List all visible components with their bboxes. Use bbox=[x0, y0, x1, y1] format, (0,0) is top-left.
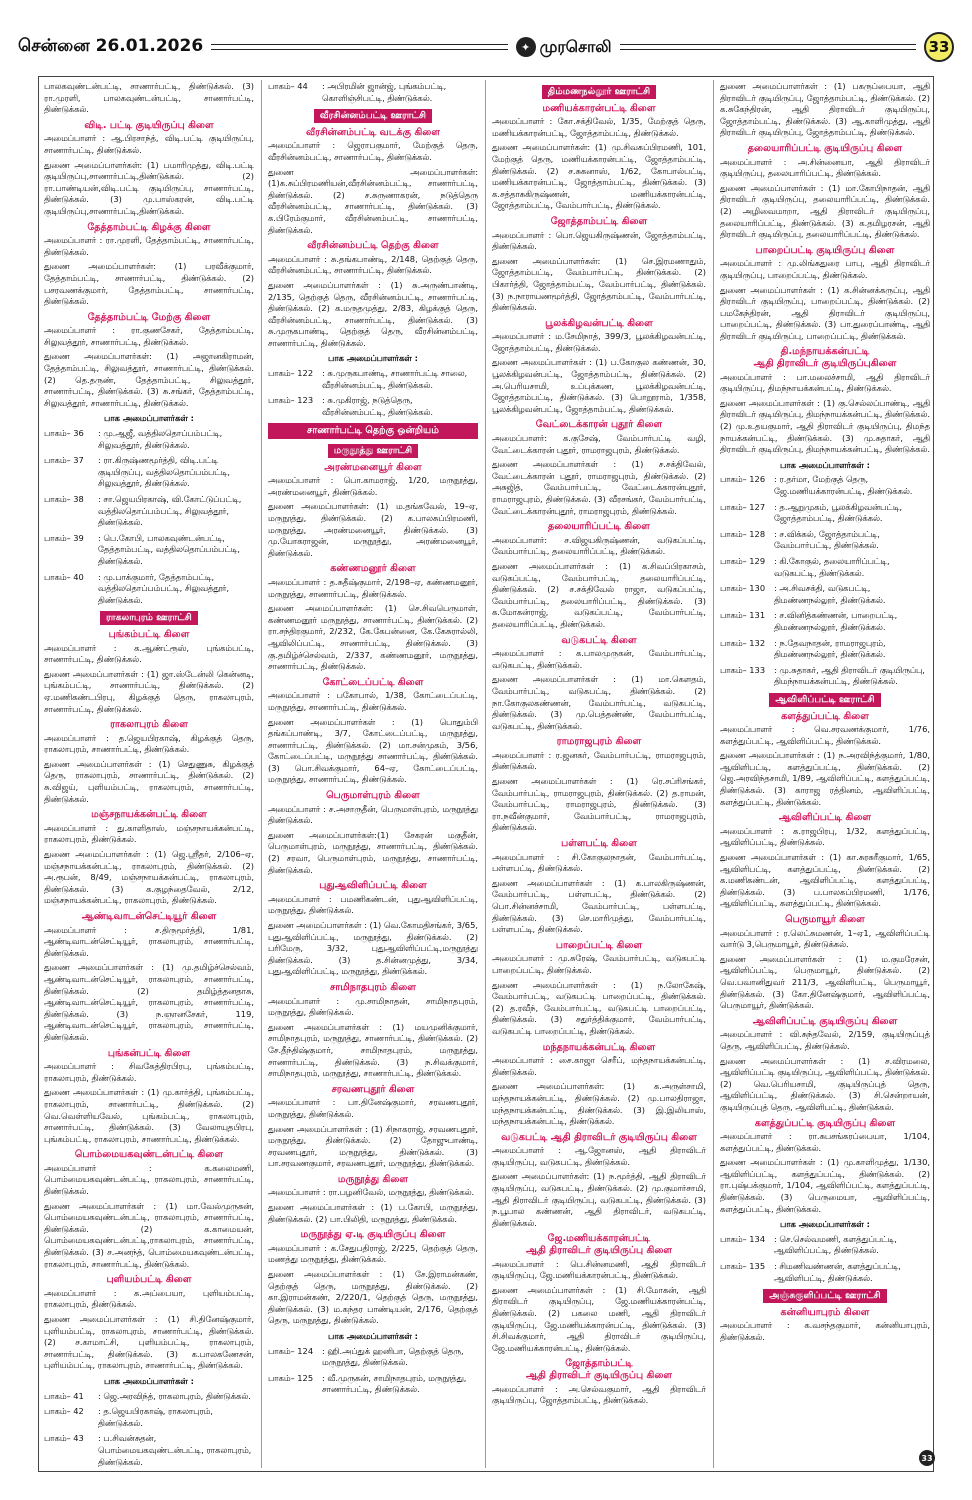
booth-organizer: : ந.தேவநாதன், ராமராஜபுரம், திமண்ணநல்லூர், திண்டுக்கல். bbox=[774, 637, 886, 660]
booth-organizer: : மு.பாக்குமார், தேத்தாம்பட்டி, வத்திலதொப்பம்பட்டி, சிலுவத்தூர், திண்டுக்கல். bbox=[98, 571, 230, 605]
column-2 bbox=[268, 80, 478, 1468]
branch-heading: வடுகபட்டி கிளை bbox=[561, 634, 637, 646]
booth-entry bbox=[44, 455, 254, 490]
organizer-entry: அமைப்பாளர் : சை.காஜா செரீப், மந்தநாயக்கன்பட்டி, திண்டுக்கல். bbox=[492, 1055, 706, 1077]
booth-entry bbox=[720, 665, 930, 688]
booth-entry bbox=[44, 1406, 254, 1429]
branch-heading: ஆண்டிவாடன்செட்டியூர் கிளை bbox=[81, 911, 217, 922]
edition-date: சென்னை 26.01.2026 bbox=[18, 36, 204, 56]
organizer-entry: அமைப்பாளர் : மு.சுரேஷ், வேம்பார்பட்டி, வடுகபட்டி பாறைப்பட்டி, திண்டுக்கல். bbox=[492, 953, 706, 975]
booth-organizer: : பெ.கோபி, பாலகவுண்டன்பட்டி, தேத்தாம்பட்டி, வத்திலதொப்பம்பட்டி, திண்டுக்கல். bbox=[98, 532, 241, 566]
booth-number: பாகம்– 44 bbox=[268, 81, 308, 91]
deputy-organizers-entry: துணை அமைப்பாளர்கள் : (1) க.சின்னக்கருப்பு, ஆதி திராவிடர் குடியிருப்பு, பாறைப்பட்டி, திண்டுக்கல். (2) பமகேந்திரன், ஆதி திராவிடர் குடியிருப்பு, பாறைப்பட்டி, திண்டுக்கல். (3) பா.துரைப்பாண்டி, ஆதி திராவிடர் குடியிருப்பு, பாறைப்பட்டி, திண்டுக்கல். bbox=[720, 284, 930, 341]
organizer-entry: அமைப்பாளர் : சி.கோகுலநாதன், வேம்பார்பட்டி, பள்ளபட்டி, திண்டுக்கல். bbox=[492, 851, 706, 874]
column-divider bbox=[261, 80, 262, 1468]
booth-organizer: : வீ.முருகன், சாமிநாதபுரம், மருநூத்து, சாணார்பட்டி, திண்டுக்கல். bbox=[322, 1372, 467, 1395]
branch-heading: தேத்தாம்பட்டி மேற்கு கிளை bbox=[87, 311, 211, 323]
booth-number: பாகம்– 133 bbox=[720, 664, 766, 675]
deputy-organizers-entry: துணை அமைப்பாளர்கள் : (1) சிநாகராஜ், சரவணபுதூர், மருநூத்து, திண்டுக்கல். (2) தோஜுபாண்டி, சரவணபுதூர், மருநூத்து, திண்டுக்கல். (3) பா.சரவணகுமார், சரவணபுதூர், மருநூத்து, திண்டுக்கல். bbox=[268, 1123, 478, 1169]
deputy-organizers-entry: துணை அமைப்பாளர்கள் : (1) மயமுனிக்குமார், சாமிநாதபுரம், மருநூத்து, சாணார்பட்டி, திண்டுக்கல். (2) சே.தீந்திஷ்குமார், சாமிநாதபுரம், மருநூத்து, சாணார்பட்டி, திண்டுக்கல். (3) ந.சிவக்குமார், சாமிநாதபுரம், மருநூத்து, சாணார்பட்டி, திண்டுக்கல். bbox=[268, 1021, 478, 1079]
deputy-organizers-entry: துணை அமைப்பாளர்கள் : (1) ம.குமரேசன், ஆவிளிப்பட்டி, பெருமாயூர், திண்டுக்கல். (2) வெ.பவானிதுவர் 211/3, ஆவிளிபட்டி, பெருமாயூர், திண்டுக்கல். (3) கோ.தினேஷ்குமார், ஆவிளிப்பட்டி, பெருமாயூர், திண்டுக்கல். bbox=[720, 953, 930, 1011]
booth-organizer: : சு.முருகபாண்டி, சாணார்பட்டி சாலை, வீரசின்னம்பட்டி, திண்டுக்கல். bbox=[322, 368, 468, 390]
branch-heading: சாமிநாதபுரம் கிளை bbox=[330, 981, 416, 993]
booth-number: பாகம்– 38 bbox=[44, 494, 84, 504]
branch-heading: ஆவிளிப்பட்டி குடியிருப்பு கிளை bbox=[752, 1015, 898, 1027]
branch-heading bbox=[492, 1233, 706, 1256]
deputy-organizers-entry: துணை அமைப்பாளர்கள் : (1) சே.இராமன்கண், தெற்குத் தெரு, மருநூத்து, திண்டுக்கல். (2) கா.இராமன்கண், 2/220/1, தெற்குத் தெரு, மருநூத்து, திண்டுக்கல். (3) ம.கந்தர பாண்டியன், 2/176, தெற்குத் தெரு, மருநூத்து, திண்டுக்கல். bbox=[268, 1269, 478, 1326]
branch-heading-line: ஜோத்தாம்பட்டி bbox=[565, 1358, 633, 1370]
organizer-entry: அமைப்பாளர் : வி.சுந்தவேல், 2/159, குடியிருப்புத் தெரு, ஆவிளிப்பட்டி, திண்டுக்கல். bbox=[720, 1029, 930, 1051]
booth-entry bbox=[268, 368, 478, 391]
branch-heading: புளியம்பட்டி கிளை bbox=[106, 1274, 192, 1286]
deputy-organizers-entry: துணை அமைப்பாளர்கள் : (1) ந.அரவிந்த்குமார், 1/80, ஆவிளிபட்டி, களத்துப்பட்டி, திண்டுக்கல். (2) ஜெ.அரவிந்தசாமி, 1/89, ஆவிளிப்பட்டி, களத்துப்பட்டி, திண்டுக்கல். (3) காராஜ ரத்தினம், ஆவிளிப்பட்டி, களத்துப்பட்டி, திண்டுக்கல். bbox=[720, 750, 930, 807]
booth-organizer: : அபிரமின் ஜான்ஜ், புங்கம்பட்டி, கொளிஞ்சிபட்டி, திண்டுக்கல். bbox=[322, 81, 447, 103]
deputy-organizers-entry: துணை அமைப்பாளர்கள்: (1) செ.சிவபெருமாள், கண்ணமனூர் மருநூத்து, சாணார்பட்டி, திண்டுக்கல். (2) ரா.சந்திரகுமார், 2/232, கே.கேபன்னை, கே.கேசுரால்லி, ஆவிலிப்பட்டி, சாணார்பட்டி, திண்டுக்கல். (3) கு.தமிழ்ச்செல்வம், 2/337, கண்ணமனூர், மருநூத்து, சாணார்பட்டி, திண்டுக்கல். bbox=[268, 603, 478, 672]
branch-heading: மஞ்சநாயக்கன்பட்டி கிளை bbox=[91, 809, 207, 821]
branch-heading: பெருமாயூர் கிளை bbox=[785, 914, 865, 925]
deputy-organizers-entry: துணை அமைப்பாளர்கள்: (1) ம.தங்கவேல், 19–ஏ, மருநூத்து, திண்டுக்கல். (2) க.பாலசுப்பிரமணி, மருநூத்து, அரண்மனையூர், திண்டுக்கல். (3) மு.யோகராஜன், மருநூத்து, அரண்மனையூர், திண்டுக்கல். bbox=[268, 501, 478, 558]
paragraph: பாலகவுண்டன்பட்டி, சாணார்பட்டி, திண்டுக்கல். (3) ரா.முரளி, பாலகவுண்டன்பட்டி, சாணார்பட்டி, திண்டுக்கல். bbox=[44, 81, 254, 115]
organizer-entry: அமைப்பாளர் : த.ஜெயபிரகாஷ், கிழக்குத் தெரு, ராகலாபுரம், சாணார்பட்டி, திண்டுக்கல். bbox=[44, 732, 254, 755]
organizer-entry: அமைப்பாளர் : க.அப்பையா, புளியம்பட்டி, ராகலாபுரம், திண்டுக்கல். bbox=[44, 1287, 254, 1310]
branch-heading: ராமராஜபுரம் கிளை bbox=[556, 736, 642, 748]
booth-organizer: : அ.சிவசக்தி, வடுகபட்டி, திமண்ணநல்லூர், திண்டுக்கல். bbox=[774, 583, 886, 605]
column-divider bbox=[713, 80, 714, 1468]
branch-heading: தேத்தாம்பட்டி கிழக்கு கிளை bbox=[87, 221, 211, 233]
booth-organizers-heading: பாக அமைப்பாளர்கள் : bbox=[104, 413, 194, 424]
branch-heading: ராகலாபுரம் கிளை bbox=[110, 719, 188, 731]
organizer-entry: அமைப்பாளர் : து.காளிதாஸ், மஞ்சநாயக்கன்பட்டி, ராகலாபுரம், திண்டுக்கல். bbox=[44, 822, 254, 845]
booth-organizer: : த.ஆறுமுகம், பூலக்கிழவன்பட்டி, ஜோத்தாம்பட்டி, திண்டுக்கல். bbox=[774, 501, 903, 524]
branch-heading: வீரசின்னம்பட்டி தெற்கு கிளை bbox=[307, 240, 439, 252]
branch-heading: கோட்டைப்பட்டி கிளை bbox=[322, 676, 424, 688]
masthead-rule-right bbox=[620, 44, 916, 50]
branch-heading: ஆவிளிப்பட்டி கிளை bbox=[778, 812, 872, 824]
organizer-entry: அமைப்பாளர் : ர.லெட்சுமணன், 1–ஏ1, ஆவிளிப்பட்டி வார்டு 3,பெருமாயூர், திண்டுக்கல். bbox=[720, 927, 930, 950]
booth-number: பாகம்– 42 bbox=[44, 1406, 84, 1417]
organizer-entry: அமைப்பாளர் : க.சேதுபதிராஜ், 2/225, தெற்குத் தெரு, மணத்து மருநூத்து, திண்டுக்கல். bbox=[268, 1242, 478, 1265]
organizer-entry: அமைப்பாளர் : பொ.காமராஜ், 1/20, மருநூத்து, அரண்மனையூர், திண்டுக்கல். bbox=[268, 475, 478, 497]
deputy-organizers-entry: துணை அமைப்பாளர்கள் : (1) க.பாலகிருஷ்ணன், வேம்பார்பட்டி, பள்ளபட்டி, திண்டுக்கல். (2) பொ.சின்னச்சாமி, வேம்பார்பட்டி, பள்ளபட்டி, திண்டுக்கல். (3) செ.மாரிமுத்து, வேம்பார்பட்டி, பள்ளபட்டி, திண்டுக்கல். bbox=[492, 877, 706, 935]
branch-heading-line: ஜே.மணியக்காரன்பட்டி bbox=[547, 1233, 651, 1245]
booth-organizer: : கி.கோகுல், தலையாரிப்பட்டி, வடுகபட்டி, திண்டுக்கல். bbox=[774, 555, 890, 578]
masthead bbox=[18, 30, 954, 64]
deputy-organizers-entry: துணை அமைப்பாளர்கள்: (1) செ.இரமணாதும், ஜோத்தாம்பட்டி, வேம்பார்பட்டி, திண்டுக்கல். (2) பிகார்த்தி, ஜோத்தாம்பட்டி, வேம்பார்பட்டி, திண்டுக்கல். (3) ந.நாராயணமூர்த்தி, ஜோத்தாம்பட்டி, வேம்பார்பட்டி, திண்டுக்கல். bbox=[492, 255, 706, 313]
branch-heading bbox=[720, 346, 930, 369]
booth-organizer: : ஹி.அப்துக் ஹனிபா, தெற்குத் தெரு, மருநூத்து, திண்டுக்கல். bbox=[322, 1345, 464, 1368]
deputy-organizers-entry: துணை அமைப்பாளர்கள் : (1) சி.மோகன், ஆதி திராவிடர் குடியிருப்பு, ஜே.மணியக்காரன்பட்டி, திண்டுக்கல். (2) பகலை மணி, ஆதி திராவிடர் குடியிருப்பு, ஜே.மணியக்காரன்பட்டி, திண்டுக்கல். (3) சி.சிவக்குமார், ஆதி திராவிடர் குடியிருப்பு, ஜே.மணியக்காரன்பட்டி, திண்டுக்கல். bbox=[492, 1284, 706, 1353]
branch-heading: பள்ளபட்டி கிளை bbox=[561, 838, 637, 850]
booth-entry bbox=[44, 572, 254, 607]
booth-number: பாகம்– 126 bbox=[720, 474, 766, 485]
deputy-organizers-entry: துணை அமைப்பாளர்கள் : (1) மா.கௌதம், வேம்பார்பட்டி, வடுகபட்டி, திண்டுக்கல். (2) நா.கோகுலகண்ணன், வேம்பார்பட்டி, வடுகபட்டி, திண்டுக்கல். (3) மு.பெத்தண்ண், வேம்பார்பட்டி, வடுகபட்டி, திண்டுக்கல். bbox=[492, 674, 706, 731]
organizer-entry: அமைப்பாளர் : ஆ.ஜோனஸ், ஆதி திராவிடர் குடியிருப்பு, வடுகபட்டி, திண்டுக்கல். bbox=[492, 1145, 706, 1167]
deputy-organizers-entry: துணை அமைப்பாளர்கள்: (1) பமாரிமுத்து, விடி.பட்டி குடியிருப்பு,சாணார்பட்டி,திண்டுக்கல். (2) ரா.பாண்டியன்,விடி.பட்டி குடியிருப்பு, சாணார்பட்டி, திண்டுக்கல். (3) மு.பாஸ்கரன், விடி.பட்டி குடியிருப்பு,சாணார்பட்டி,திண்டுக்கல். bbox=[44, 159, 254, 216]
booth-organizer: : சா.ஜெயபிரகாஷ், வி.கோட்டுப்பட்டி, வத்திலதொப்பம்பட்டி, சிலுவத்தூர், திண்டுக்கல். bbox=[98, 494, 242, 528]
deputy-organizers-entry: துணை அமைப்பாளர்கள்: (1) ந.மூர்த்தி, ஆதி திராவிடர் குடியிருப்பு, வடுகபட்டி, திண்டுக்கல். (2) மு.குமார்சாமி, ஆதி திராவிடர் குடியிருப்பு, வடுகபட்டி, திண்டுக்கல். (3) ந.பூபால கண்ணன், ஆதி திராவிடர், வடுகபட்டி, திண்டுக்கல். bbox=[492, 1171, 706, 1228]
booth-entry bbox=[720, 1234, 930, 1257]
organizer-entry: அமைப்பாளர் : பகோபால், 1/38, கோட்டைப்பட்டி, மருநூத்து, சாணார்பட்டி, திண்டுக்கல். bbox=[268, 690, 478, 712]
branch-heading: புதுஆவிளிப்பட்டி கிளை bbox=[319, 880, 427, 892]
deputy-organizers-entry: துணை அமைப்பாளர்கள் : (1) சு.அருண்பாண்டி, 2/135, தெற்குத் தெரு, வீரசின்னம்பட்டி, சாணார்பட்டி, திண்டுக்கல். (2) க.மருதமுத்து, 2/83, கிழக்குத் தெரு, வீரசின்னம்பட்டி, சாணார்பட்டி, திண்டுக்கல். (3) சு.முருகபாண்டி, தெற்குத் தெரு, வீரசின்னம்பட்டி, சாணார்பட்டி, திண்டுக்கல். bbox=[268, 279, 478, 348]
booth-number: பாகம்– 128 bbox=[720, 528, 766, 539]
booth-number: பாகம்– 43 bbox=[44, 1433, 84, 1444]
booth-number: பாகம்– 134 bbox=[720, 1233, 766, 1244]
newspaper-name: முரசொலி bbox=[539, 36, 612, 56]
deputy-organizers-entry: துணை அமைப்பாளர்கள் : (1) மு.கார்த்தி, புங்கம்பட்டி, ராகலாபுரம், சாணார்பட்டி, திண்டுக்கல். (2) வெ.வெள்ளியவேல், புங்கம்பட்டி, ராகலாபுரம், சாணார்பட்டி, திண்டுக்கல். (3) வேலாயுதபிரபு, புங்கம்பட்டி, ராகலாபுரம், சாணார்பட்டி, திண்டுக்கல். bbox=[44, 1087, 254, 1144]
booth-number: பாகம்– 130 bbox=[720, 583, 766, 594]
branch-heading: தலையாரிப்பட்டி குடியிருப்பு கிளை bbox=[747, 142, 903, 154]
deputy-organizers-entry: துணை அமைப்பாளர்கள்: (1) க.அருள்சாமி, மந்தநாயக்கன்பட்டி, திண்டுக்கல். (2) மு.பாலதிராஜா, மந்தநாயக்கன்பட்டி, திண்டுக்கல். (3) இ.இலியாஸ், மந்தநாயக்கன்பட்டி, திண்டுக்கல். bbox=[492, 1081, 706, 1127]
page-number-badge: 33 bbox=[924, 32, 954, 62]
organizer-entry: அமைப்பாளர் : ர.ஜனகர், வேம்பார்பட்டி, ராமராஜபுரம், திண்டுக்கல். bbox=[492, 749, 706, 772]
booth-organizer: : சிமணிவண்ணன், களத்துப்பட்டி, ஆவிளிபட்டி, திண்டுக்கல். bbox=[774, 1261, 901, 1283]
branch-heading: சரவணபுதூர் கிளை bbox=[331, 1083, 415, 1095]
branch-heading: கன்னியாபுரம் கிளை bbox=[780, 1306, 870, 1318]
branch-heading: பொம்மையகவுண்டன்பட்டி கிளை bbox=[74, 1149, 224, 1161]
booth-number: பாகம்– 127 bbox=[720, 501, 766, 512]
deputy-organizers-entry: துணை அமைப்பாளர்கள் : (1) மு.தமிழ்ச்செல்வம், ஆண்டிவாடன்செட்டியூர், ராகலாபுரம், சாணார்பட்டி, திண்டுக்கல். (2) தமிழ்த்தனதாசு, ஆண்டிவாடன்செட்டியூர், ராகலாபுரம், சாணார்பட்டி, திண்டுக்கல். (3) ந.ஞானசேகர், 119, ஆண்டிவாடன்செட்டியூர், ராகலாபுரம், சாணார்பட்டி, திண்டுக்கல். bbox=[44, 962, 254, 1042]
booth-number: பாகம்– 132 bbox=[720, 637, 766, 648]
branch-heading: வீரசின்னம்பட்டி வடக்கு கிளை bbox=[305, 126, 441, 138]
organizer-entry: அமைப்பாளர் : க.வசந்தகுமார், கன்னியாபுரம், திண்டுக்கல். bbox=[720, 1320, 930, 1342]
organizer-entry: அமைப்பாளர் : மு.லிங்கதுரை பாபு, ஆதி திராவிடர் குடியிருப்பு, பாறைப்பட்டி, திண்டுக்கல். bbox=[720, 258, 930, 280]
booth-number: பாகம்– 125 bbox=[268, 1372, 314, 1383]
booth-number: பாகம்– 36 bbox=[44, 428, 84, 439]
panchayat-banner: மருநூத்து ஊராட்சி bbox=[328, 444, 418, 458]
deputy-organizers-entry: துணை அமைப்பாளர்கள் : (1) க.சிவப்பிரகாசம், வடுகப்பட்டி, வேம்பார்பட்டி, தலையாரிப்பட்டி, திண்டுக்கல். (2) ச.சக்திவேல் ராஜா, வடுகப்பட்டி, வேம்பார்பட்டி, தலையாரிப்பட்டி, திண்டுக்கல். (3) க.மோகன்ராஜ், வடுகப்பட்டி, வேம்பார்பட்டி, தலையாரிப்பட்டி, திண்டுக்கல். bbox=[492, 560, 706, 629]
booth-entry bbox=[44, 533, 254, 568]
branch-heading-line: ஆதி திராவிடர் குடியிருப்பு கிளை bbox=[525, 1369, 673, 1381]
masthead-title bbox=[516, 37, 612, 58]
booth-entry bbox=[720, 502, 930, 525]
booth-number: பாகம்– 39 bbox=[44, 532, 84, 543]
booth-entry bbox=[720, 529, 930, 552]
organizer-entry: அமைப்பாளர் : அ.செல்வகுமார், ஆதி திராவிடர் குடியிருப்பு, ஜோத்தாம்பட்டி, திண்டுக்கல். bbox=[492, 1383, 706, 1406]
booth-organizer: : ஜெ.அரவிந்த், ராகலாபுரம், திண்டுக்கல். bbox=[98, 1390, 251, 1401]
booth-organizers-heading: பாக அமைப்பாளர்கள் : bbox=[104, 1375, 194, 1386]
booth-entry bbox=[720, 474, 930, 497]
footer-page-number: 33 bbox=[919, 1450, 935, 1466]
branch-heading: பூலக்கிழவன்பட்டி கிளை bbox=[545, 317, 653, 329]
booth-entry bbox=[44, 1433, 254, 1468]
column-1 bbox=[44, 80, 254, 1468]
organizer-entry: அமைப்பாளர் : ம.சேமிநாத், 399/3, பூலக்கிழவன்பட்டி, ஜோத்தாம்பட்டி, திண்டுக்கல். bbox=[492, 331, 706, 353]
column-divider bbox=[485, 80, 486, 1468]
branch-heading: மருநூத்து ஏ.டி குடியிருப்பு கிளை bbox=[300, 1229, 446, 1241]
booth-number: பாகம்– 40 bbox=[44, 571, 84, 582]
booth-organizer: : த.ஜெயபிரகாஷ், ராகலாபுரம், திண்டுக்கல். bbox=[98, 1406, 213, 1428]
deputy-organizers-entry: துணை அமைப்பாளர்கள் : (1) ஜெ.ஸ்ரீதர், 2/106–ஏ, மஞ்சநாயக்கன்பட்டி, ராகலாபுரம், திண்டுக்கல். (2) அ.ரூபன், 8/49, மஞ்சநாயக்கன்பட்டி, ராகலாபுரம், திண்டுக்கல். (3) க.குழந்தைவேல், 2/12, மஞ்சநாயக்கன்பட்டி, ராகலாபுரம், திண்டுக்கல். bbox=[44, 849, 254, 906]
booth-organizer: : ரா.கிருஷ்ணமூர்த்தி, விடி.பட்டி குடியிருப்பு, வத்திலதொப்பம்பட்டி, சிலுவத்தூர், திண்டுக்கல். bbox=[98, 455, 231, 489]
organizer-entry: அமைப்பாளர் : வெ.சரவணக்குமார், 1/76, களத்துப்பட்டி, ஆவிளிப்பட்டி, திண்டுக்கல். bbox=[720, 724, 930, 746]
branch-heading: வடுகபட்டி ஆதி திராவிடர் குடியிருப்பு கிளை bbox=[501, 1131, 697, 1143]
deputy-organizers-entry: துணை அமைப்பாளர்கள்: (1)க.சுப்பிரமணியன்,வீரசின்னம்பட்டி, சாணார்பட்டி, திண்டுக்கல். (2) ச.சுருணாகரன், நடுத்தெரு வீரசின்னம்பட்டி, சாணார்பட்டி, திண்டுக்கல். (3) க.பிரேம்குமார், வீரசின்னம்பட்டி, சாணார்பட்டி, திண்டுக்கல். bbox=[268, 166, 478, 235]
panchayat-banner: வீரசின்னம்பட்டி ஊராட்சி bbox=[314, 109, 432, 123]
branch-heading-line: ஆதி திராவிடர் குடியிருப்புகிளை bbox=[753, 358, 897, 370]
booth-entry bbox=[44, 1391, 254, 1403]
organizer-entry: அமைப்பாளர் : க.பாலமுருகன், வேம்பார்பட்டி, வடுகபட்டி, திண்டுக்கல். bbox=[492, 648, 706, 670]
booth-organizers-heading: பாக அமைப்பாளர்கள் : bbox=[780, 1219, 870, 1230]
deputy-organizers-entry: துணை அமைப்பாளர்கள் : (1) சி.தினேஷ்குமார், புளியம்பட்டி, ராகலாபுரம், சாணார்பட்டி, திண்டுக்கல். (2) ச.காமாட்சி, புளியம்பட்டி, ராகலாபுரம், சாணார்பட்டி, திண்டுக்கல். (3) க.பாலகணேசன், புளியம்பட்டி, ராகலாபுரம், சாணார்பட்டி, திண்டுக்கல். bbox=[44, 1314, 254, 1371]
organizer-entry: அமைப்பாளர் : பொ.ஜெயகிருஷ்ணன், ஜோத்தாம்பட்டி, திண்டுக்கல். bbox=[492, 229, 706, 252]
booth-organizer: : செ.செல்வமணி, களத்துப்பட்டி, ஆவிளிப்பட்டி, திண்டுக்கல். bbox=[774, 1233, 897, 1256]
booth-entry bbox=[268, 1373, 478, 1396]
deputy-organizers-entry: துணை அமைப்பாளர்கள்: (1) அஜானகிராமன், தேத்தாம்பட்டி, சிலுவத்தூர், சாணார்பட்டி, திண்டுக்கல். (2) தெ.தருண், தேத்தாம்பட்டி, சிலுவத்தூர், சாணார்பட்டி, திண்டுக்கல். (3) சு.சங்கர், தேத்தாம்பட்டி, சிலுவத்தூர், சாணார்பட்டி, திண்டுக்கல். bbox=[44, 351, 254, 408]
booth-number: பாகம்– 122 bbox=[268, 368, 314, 379]
deputy-organizers-entry: துணை அமைப்பாளர்கள் : (1) ப.கோபி, மருநூத்து, திண்டுக்கல். (2) பா.பிலிதி, மருநூத்து, திண்டுக்கல். bbox=[268, 1202, 478, 1224]
organizer-entry: அமைப்பாளர் : க.ராஜபிரபு, 1/32, களத்துப்பட்டி, ஆவிளிப்பட்டி, திண்டுக்கல். bbox=[720, 825, 930, 848]
booth-organizer: : மு.சுதாகர், ஆதி திராவிடர் குடியிருப்பு, திமந்நாயக்கன்பட்டி, திண்டுக்கல். bbox=[774, 664, 925, 687]
booth-number: பாகம்– 131 bbox=[720, 610, 766, 621]
branch-heading: மருநூத்து கிளை bbox=[337, 1173, 409, 1185]
organizer-entry: அமைப்பாளர் : கோ.சக்திவேல், 1/35, மேற்குத் தெரு, மணியக்காரன்பட்டி, ஜோத்தாம்பட்டி, திண்டுக்கல். bbox=[492, 116, 706, 138]
deputy-organizers-entry: துணை அமைப்பாளர்கள் : (1) மா.வேல்முருகன், பொம்மையகவுண்டன்பட்டி, ராகலாபுரம், சாணார்பட்டி, திண்டுக்கல். (2) க.காமையன், பொம்மையகவுண்டன்பட்டி,ராகலாபுரம், சாணார்பட்டி, திண்டுக்கல். (3) ச.அனந்த், பொம்மையகவுண்டன்பட்டி, ராகலாபுரம், சாணார்பட்டி, திண்டுக்கல். bbox=[44, 1200, 254, 1269]
organizer-entry: அமைப்பாளர் : பா.மலைச்சாமி, ஆதி திராவிடர் குடியிருப்பு, திமந்நாயக்கன்பட்டி, திண்டுக்கல். bbox=[720, 371, 930, 394]
booth-number: பாகம்– 123 bbox=[268, 395, 314, 406]
organizer-entry: அமைப்பாளர் : அ.சின்னையா, ஆதி திராவிடர் குடியிருப்பு, தலையாரிப்பட்டி, திண்டுக்கல். bbox=[720, 156, 930, 179]
organizer-entry: அமைப்பாளர் : க.ஆண்ட்ரூஸ், புங்கம்பட்டி, சாணார்பட்டி, திண்டுக்கல். bbox=[44, 642, 254, 665]
branch-heading: மந்தநாயக்கன்பட்டி கிளை bbox=[542, 1041, 656, 1053]
booth-entry bbox=[720, 556, 930, 579]
deputy-organizers-entry: துணை அமைப்பாளர்கள்: (1) மு.சிவகப்பிரமணி, 101, மேற்குத் தெரு, மணியக்காரன்பட்டி, ஜோத்தாம்பட்டி, திண்டுக்கல். (2) ச.சுகனாஸ், 1/62, கோபால்பட்டி, மணியக்காரன்பட்டி, ஜோத்தாம்பட்டி, திண்டுக்கல். (3) க.சத்தாசுகிருஷ்ணன், மணியக்காரன்பட்டி, ஜோத்தாம்பட்டி, வேம்பார்பட்டி, திண்டுக்கல். bbox=[492, 142, 706, 211]
booth-organizers-heading: பாக அமைப்பாளர்கள் : bbox=[328, 353, 418, 364]
organizer-entry: அமைப்பாளர் : பமணிகண்டன், புதுஆவிளிப்பட்டி, மருநூத்து, திண்டுக்கல். bbox=[268, 893, 478, 916]
branch-heading-line: தி.மந்நாயக்கன்பட்டி bbox=[780, 346, 870, 358]
booth-entry bbox=[720, 583, 930, 606]
branch-heading: பாறைப்பட்டி கிளை bbox=[555, 939, 643, 951]
branch-heading: வேட்டைக்காரன் புதூர் கிளை bbox=[535, 419, 663, 431]
union-banner: சாணார்பட்டி தெற்கு ஒன்றியம் bbox=[268, 423, 478, 439]
deputy-organizers-entry: துணை அமைப்பாளர்கள் : (1) கு.செல்லப்பாண்டி, ஆதி திராவிடர் குடியிருப்பு, திமந்நாயக்கன்பட்டி, திண்டுக்கல். (2) மு.உதயகுமார், ஆதி திராவிடர் குடியிருப்பு, திமந்த நாயக்கன்பட்டி, திண்டுக்கல். (3) மு.சுதாகர், ஆதி திராவிடர் குடியிருப்பு, திமந்நாயக்கன்பட்டி, திண்டுக்கல். bbox=[720, 397, 930, 455]
booth-number: பாகம்– 129 bbox=[720, 555, 766, 566]
branch-heading: பெருமாள்புரம் கிளை bbox=[326, 790, 420, 802]
branch-heading: விடி. பட்டி குடியிருப்பு கிளை bbox=[84, 119, 214, 131]
organizer-entry: அமைப்பாளர்: க.குசேஷ், வேம்பார்பட்டி வழி, வேட்டைக்காரன் புதூர், ராமராஜபுரம், திண்டுக்கல். bbox=[492, 433, 706, 455]
organizer-entry: அமைப்பாளர் : ச.திருமூர்த்தி, 1/81, ஆண்டிவாடன்செட்டியூர், ராகலாபுரம், சாணார்பட்டி, திண்டுக்கல். bbox=[44, 924, 254, 958]
booth-organizer: : ப.சிவன்சுதன், பொம்மையகவுண்டன்பட்டி, ராகலாபுரம், திண்டுக்கல். bbox=[98, 1433, 252, 1467]
deputy-organizers-entry: துணை அமைப்பாளர்கள் : (1) ந.லோகேஷ், வேம்பார்பட்டி, வடுகபட்டி பாறைப்பட்டி, திண்டுக்கல். (2) த.ரவீந், வேம்பார்பட்டி, வடுகபட்டி பாறைப்பட்டி, திண்டுக்கல். (3) சதுர்த்திக்குமார், வேம்பார்பட்டி, வடுகபட்டி பாறைப்பட்டி, திண்டுக்கல். bbox=[492, 979, 706, 1036]
booth-number: பாகம்– 41 bbox=[44, 1390, 84, 1401]
deputy-organizers-entry: துணை அமைப்பாளர்கள் : (1) கா.சுரசுரீகுமார், 1/65, ஆவிளிபட்டி, களத்துப்பட்டி, திண்டுக்கல். (2) க.மணிகண்டன், ஆவிளிப்பட்டி, களத்துப்பட்டி, திண்டுக்கல். (3) ப.பாலகப்பிரமணி, 1/176, ஆவிளிப்பட்டி, களத்துப்பட்டி, திண்டுக்கல். bbox=[720, 852, 930, 909]
branch-heading: ஜோத்தாம்பட்டி கிளை bbox=[550, 215, 648, 227]
organizer-entry: அமைப்பாளர் : சிவகேத்திரபிரபு, புங்கம்பட்டி, ராகலாபுரம், திண்டுக்கல். bbox=[44, 1061, 254, 1083]
booth-organizer: : சு.முகிராஜ், நடுத்தெரு, வீரசின்னம்பட்டி, திண்டுக்கல். bbox=[322, 395, 434, 417]
organizer-entry: அமைப்பாளர் : த.சுதீஷ்குமார், 2/198–ஏ, கண்ணமனூர், மருநூத்து, சாணார்பட்டி, திண்டுக்கல். bbox=[268, 576, 478, 599]
masthead-rule-left bbox=[211, 44, 507, 50]
deputy-organizers-entry: துணை அமைப்பாளர்கள் : (1) ப.கோகுல கண்ணன், 30, பூலக்கிழவன்பட்டி, ஜோத்தாம்பட்டி, திண்டுக்கல். (2) அ.பெரியசாமி, உப்புக்கண, பூலக்கிழவன்பட்டி, ஜோத்தாம்பட்டி, திண்டுக்கல். (3) பொறூராம், 1/358, பூலக்கிழவன்பட்டி, ஜோத்தாம்பட்டி, திண்டுக்கல். bbox=[492, 357, 706, 414]
deputy-organizers-entry: துணை அமைப்பாளர்கள் : (1) ச.விரமலை, ஆவிளிப்பட்டி குடியிருப்பு, ஆவிளிப்பட்டி, திண்டுக்கல். (2) வெ.பெரியசாமி, குடியிருப்புத் தெரு, ஆவிளிப்பட்டி, திண்டுக்கல். (3) சி.சென்றாயன், குடியிருப்புத் தெரு, ஆவிளிபட்டி, திண்டுக்கல். bbox=[720, 1055, 930, 1112]
booth-entry bbox=[720, 610, 930, 633]
organizer-entry: அமைப்பாளர் : ஆ.பிரசாந்த், விடி.பட்டி குடியிருப்பு, சாணார்பட்டி, திண்டுக்கல். bbox=[44, 133, 254, 155]
panchayat-banner: அஞ்சுகுளிப்பட்டி ஊராட்சி bbox=[763, 1289, 886, 1303]
organizer-entry: அமைப்பாளர் : சு.தங்கபாண்டி, 2/148, தெற்குத் தெரு, வீரசின்னம்பட்டி, சாணார்பட்டி, திண்டுக்கல். bbox=[268, 253, 478, 276]
branch-heading: மணியக்காரன்பட்டி கிளை bbox=[542, 102, 656, 114]
newspaper-logo-icon: ✦ bbox=[516, 37, 536, 57]
deputy-organizers-entry: துணை அமைப்பாளர்கள் : (1) பகருப்பையா, ஆதி திராவிடர் குடியிருப்பு, ஜோத்தாம்பட்டி, திண்டுக்கல். (2) க.சுகேந்திரன், ஆதி திராவிடர் குடியிருப்பு, ஜோத்தாம்பட்டி, திண்டுக்கல். (3) ஆ.காளிமுத்து, ஆதி திராவிடர் குடியிருப்பு, ஜோத்தாம்பட்டி, திண்டுக்கல். bbox=[720, 81, 930, 138]
branch-heading: அரண்மனையூர் கிளை bbox=[324, 461, 422, 473]
booth-entry bbox=[720, 1261, 930, 1284]
booth-organizer: : ச.வினித்கண்ணன், பாறைபட்டி, திமண்ணநல்லூர், திண்டுக்கல். bbox=[774, 610, 898, 632]
panchayat-banner: ஆவிளிப்பட்டி ஊராட்சி bbox=[769, 693, 880, 707]
organizer-entry: அமைப்பாளர் : ரா.பழனிவேல், மருநூத்து, திண்டுக்கல். bbox=[268, 1187, 475, 1198]
deputy-organizers-entry: துணை அமைப்பாளர்கள் : (1) ஜா.ஸ்டேன்லி கென்னடி, புங்கம்பட்டி, சாணார்பட்டி, திண்டுக்கல். (2) ஏ.மணிகண்டபிரபு, கிழக்குத் தெரு, ராகலாபுரம், சாணார்பட்டி, திண்டுக்கல். bbox=[44, 668, 254, 714]
deputy-organizers-entry: துணை அமைப்பாளர்கள்:(1) சேகரன் மகுதீன், பெருமாள்புரம், மருநூத்து, சாணார்பட்டி, திண்டுக்கல். (2) சரவா, பெருமாள்புரம், மருநூத்து, சாணார்பட்டி, திண்டுக்கல். bbox=[268, 829, 478, 875]
deputy-organizers-entry: துணை அமைப்பாளர்கள் : (1) மு.காளிமுத்து, 1/130, ஆவிளிப்பட்டி, களத்துப்பட்டி, திண்டுக்கல். (2) ரா.புஷ்பக்குமார், 1/104, ஆவிளிப்பட்டி, களத்துப்பட்டி, திண்டுக்கல். (3) பெருமையா, ஆவிளிப்பட்டி, களத்துப்பட்டி, திண்டுக்கல். bbox=[720, 1157, 930, 1214]
branch-heading: களத்துப்பட்டி கிளை bbox=[781, 710, 869, 722]
booth-number: பாகம்– 124 bbox=[268, 1345, 314, 1356]
organizer-entry: அமைப்பாளர் : பெ.சின்னமணி, ஆதி திராவிடர் குடியிருப்பு, ஜே.மணியக்காரன்பட்டி, திண்டுக்கல். bbox=[492, 1258, 706, 1281]
panchayat-banner: திம்மணநல்லூர் ஊராட்சி bbox=[542, 85, 656, 99]
organizer-entry: அமைப்பாளர் : பா.தினேஷ்குமார், சரவணபுதூர், மருநூத்து, திண்டுக்கல். bbox=[268, 1097, 478, 1119]
organizer-entry: அமைப்பாளர் : க.கலைமணி, பொம்மையகவுண்டன்பட்டி, ராகலாபுரம், சாணார்பட்டி, திண்டுக்கல். bbox=[44, 1162, 254, 1197]
branch-heading: களத்துப்பட்டி குடியிருப்பு கிளை bbox=[754, 1117, 896, 1129]
branch-heading: தலையாரிப்பட்டி கிளை bbox=[548, 521, 650, 533]
branch-heading: பாறைப்பட்டி குடியிருப்பு கிளை bbox=[755, 244, 895, 256]
booth-organizers-heading: பாக அமைப்பாளர்கள் : bbox=[780, 459, 870, 470]
booth-entry bbox=[44, 494, 254, 529]
organizer-entry: அமைப்பாளர் : ச.அசாருதீன், பெருமாள்புரம், மருநூத்து திண்டுக்கல். bbox=[268, 803, 478, 826]
branch-heading bbox=[492, 1358, 706, 1381]
booth-number: பாகம்– 135 bbox=[720, 1261, 766, 1272]
organizer-entry: அமைப்பாளர் : ரா.குணசேகர், தேத்தாம்பட்டி, சிலுவத்தூர், சாணார்பட்டி, திண்டுக்கல். bbox=[44, 325, 254, 347]
column-3 bbox=[492, 80, 706, 1468]
deputy-organizers-entry: துணை அமைப்பாளர்கள் : (1) ச.சக்திவேல், வேட்டைக்காரன் புதூர், ராமராஜபுரம், திண்டுக்கல். (2) அசுஜித், வேம்பார்பட்டி, வேட்டைக்காரன்புதூர், ராமராஜபுரம், திண்டுக்கல். (3) வீரசங்கர், வேம்பார்பட்டி, வேட்டைக்காரன்புதூர், ராமராஜபுரம், திண்டுக்கல். bbox=[492, 459, 706, 516]
deputy-organizers-entry: துணை அமைப்பாளர்கள் : (1) ரெ.சப்ரிசங்கர், வேம்பார்பட்டி, ராமராஜபுரம், திண்டுக்கல். (2) த.ராமன், வேம்பார்பட்டி, ராமராஜபுரம், திண்டுக்கல். (3) ரா.நவீன்குமார், வேம்பார்பட்டி, ராமராஜபுரம், திண்டுக்கல். bbox=[492, 776, 706, 833]
booth-entry bbox=[268, 395, 478, 418]
booth-organizer: : ச.விக்கல், ஜோத்தாம்பட்டி, வேம்பார்பட்டி, திண்டுக்கல். bbox=[774, 528, 880, 551]
organizer-entry: அமைப்பாளர் : மு.சாமிநாதன், சாமிநாதபுரம், மருநூத்து, திண்டுக்கல். bbox=[268, 995, 478, 1018]
booth-organizer: : மு.ஆஜீ, வத்திலதொப்பம்பட்டி, சிலுவத்தூர், திண்டுக்கல். bbox=[98, 428, 223, 450]
deputy-organizers-entry: துணை அமைப்பாளர்கள் : (1) மா.கோபிநாதன், ஆதி திராவிடர் குடியிருப்பு, தலையாரிப்பட்டி, திண்டுக்கல். (2) அழிவைமாறா, ஆதி திராவிடர் குடியிருப்பு, தலையாரிப்பட்டி, திண்டுக்கல். (3) க.தமிழரசன், ஆதி திராவிடர் குடியிருப்பு, தலையாரிப்பட்டி, திண்டுக்கல். bbox=[720, 182, 930, 240]
deputy-organizers-entry: துணை அமைப்பாளர்கள் : (1) செதுணுசு, கிழக்குத் தெரு, ராகலாபுரம், சாணார்பட்டி, திண்டுக்கல். (2) சு.விஜய், புளியம்பட்டி, ராகலாபுரம், சாணார்பட்டி, திண்டுக்கல். bbox=[44, 758, 254, 804]
column-4 bbox=[720, 80, 930, 1468]
organizer-entry: அமைப்பாளர் : ரா.முரளி, தேத்தாம்பட்டி, சாணார்பட்டி, திண்டுக்கல். bbox=[44, 235, 254, 257]
booth-organizers-heading: பாக அமைப்பாளர்கள் : bbox=[328, 1331, 418, 1341]
branch-heading: கண்ணமனூர் கிளை bbox=[330, 563, 416, 575]
deputy-organizers-entry: துணை அமைப்பாளர்கள்: (1) பரவீக்குமார், தேத்தாம்பட்டி, சாணார்பட்டி, திண்டுக்கல். (2) பசரவணக்குமார், தேத்தாம்பட்டி, சாணார்பட்டி, திண்டுக்கல். bbox=[44, 261, 254, 307]
booth-number: பாகம்– 37 bbox=[44, 455, 84, 466]
deputy-organizers-entry: துணை அமைப்பாளர்கள் : (1) வெ.கோமதிசங்கர், 3/65, புதுஆவிளிப்பட்டி, மருநூத்து, திண்டுக்கல். (2) பரிமேரு, 3/32, புதுஆவிளிப்பட்டி,மருநூத்து திண்டுக்கல். (3) த.சின்னமுத்து, 3/34, புதுஆவிளிப்பட்டி, மருநூத்து, திண்டுக்கல். bbox=[268, 920, 478, 977]
booth-entry bbox=[268, 81, 478, 104]
deputy-organizers-entry: துணை அமைப்பாளர்கள் : (1) பொதும்பி தங்கப்பாண்டி, 3/7, கோட்டைப்பட்டி, மருநூத்து, சாணார்பட்டி, திண்டுக்கல். (2) மா.சன்முகம், 3/56, கோட்டைப்பட்டி, மருநூத்து சாணார்பட்டி, திண்டுக்கல். (3) பொ.சிவக்குமார், 64–ஏ, கோட்டைப்பட்டி, மருநூத்து, சாணார்பட்டி, திண்டுக்கல். bbox=[268, 716, 478, 785]
panchayat-banner: ராகலாபுரம் ஊராட்சி bbox=[100, 611, 198, 625]
organizer-entry: அமைப்பாளர் : ஜெராபகுமார், மேற்குத் தெரு, வீரசின்னம்பட்டி, சாணார்பட்டி, திண்டுக்கல். bbox=[268, 140, 478, 162]
branch-heading-line: ஆதி திராவிடர் குடியிருப்பு கிளை bbox=[525, 1245, 673, 1257]
branch-heading: புங்கன்பட்டி கிளை bbox=[107, 1047, 191, 1059]
booth-entry bbox=[44, 428, 254, 451]
booth-entry bbox=[720, 638, 930, 661]
organizer-entry: அமைப்பாளர்: ச.விஜயகிருஷ்ணன், வடுகப்பட்டி, வேம்பார்பட்டி, தலையாரிப்பட்டி, திண்டுக்கல். bbox=[492, 534, 706, 557]
organizer-entry: அமைப்பாளர் : ரா.சுபசங்கரப்பையா, 1/104, களத்துப்பட்டி, திண்டுக்கல். bbox=[720, 1131, 930, 1153]
booth-entry bbox=[268, 1346, 478, 1369]
booth-organizer: : ர.தர்மா, மேற்குத் தெரு, ஜே.மணியக்காரன்பட்டி, திண்டுக்கல். bbox=[774, 474, 913, 496]
branch-heading: புங்கம்பட்டி கிளை bbox=[108, 628, 190, 640]
